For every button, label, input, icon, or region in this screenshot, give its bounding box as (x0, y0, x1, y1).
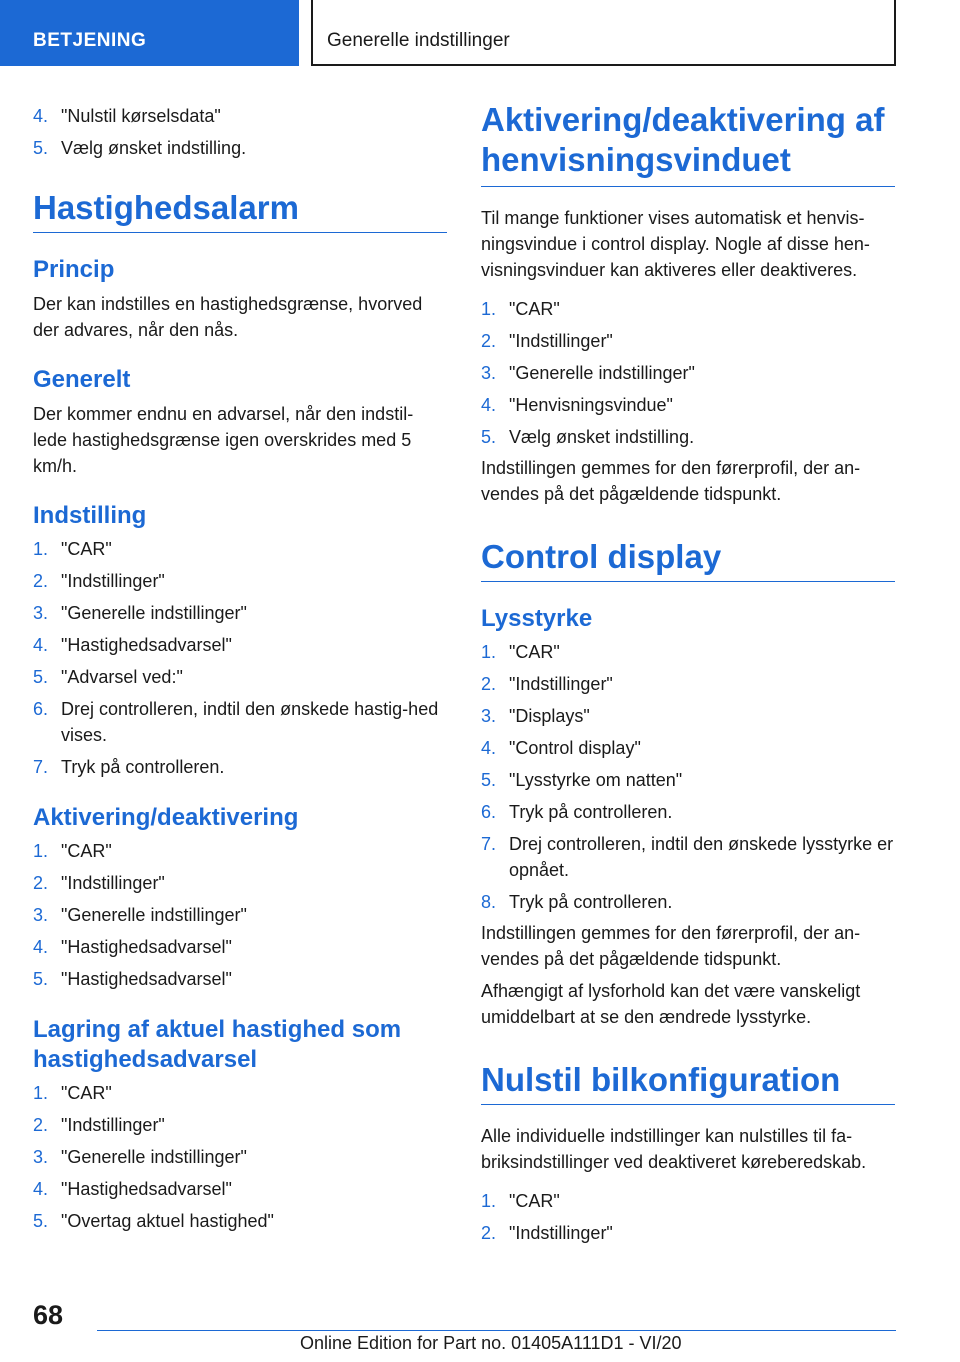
list-item: 4. "Henvisningsvindue" (481, 395, 673, 415)
section-heading-henvisningsvindue: Aktivering/deaktivering af henvisningsvinduet (481, 100, 895, 187)
section-heading-control-display: Control display (481, 537, 895, 582)
lagring-list (33, 1077, 447, 1237)
lysstyrke-list (481, 636, 895, 918)
nulstil-intro: Alle individuelle indstillinger kan nulstilles til fa-briksindstillinger ved deaktiveret køreberedskab. (481, 1126, 867, 1172)
henvisning-list (481, 293, 895, 453)
subheading-lysstyrke: Lysstyrke (481, 605, 593, 632)
list-item: 5. "Hastighedsadvarsel" (33, 969, 232, 989)
list-item: 5. "Advarsel ved:" (33, 667, 183, 687)
edition-info: Online Edition for Part no. 01405A111D1 - VI/20 (300, 1333, 682, 1353)
henvisning-intro: Til mange funktioner vises automatisk et henvis-ningsvindue i control display. Nogle af disse hen-visningsvinduer kan aktiveres eller deaktiveres. (481, 208, 870, 280)
list-item: 2. "Indstillinger" (33, 1115, 165, 1135)
list-item: 6. Tryk på controlleren. (481, 802, 673, 822)
list-item: 1. "CAR" (33, 1083, 112, 1103)
top-continued-list (33, 100, 447, 164)
list-item: 5. "Lysstyrke om natten" (481, 770, 683, 790)
list-item: 4. "Hastighedsadvarsel" (33, 1179, 232, 1199)
page-number: 68 (33, 1300, 64, 1330)
list-item: 2. "Indstillinger" (33, 873, 165, 893)
footer-divider (97, 1330, 896, 1331)
lysstyrke-note-profile: Indstillingen gemmes for den førerprofil, der an-vendes på det pågældende tidspunkt. (481, 923, 861, 969)
list-item: 3. "Generelle indstillinger" (33, 603, 247, 623)
list-item: 2. "Indstillinger" (481, 674, 613, 694)
list-item: 3. "Displays" (481, 706, 590, 726)
list-item: 4. "Nulstil kørselsdata" (33, 106, 221, 126)
henvisning-outro: Indstillingen gemmes for den førerprofil, der an-vendes på det pågældende tidspunkt. (481, 458, 861, 504)
header-chapter-tab: Generelle indstillinger (311, 0, 896, 66)
list-item: 2. "Indstillinger" (33, 571, 165, 591)
subheading-lagring: Lagring af aktuel hastighed som hastighedsadvarsel (33, 1016, 402, 1073)
list-item: 5. Vælg ønsket indstilling. (33, 138, 247, 158)
list-item: 4. "Hastighedsadvarsel" (33, 937, 232, 957)
list-item: 3. "Generelle indstillinger" (33, 905, 247, 925)
generelt-text: Der kommer endnu en advarsel, når den indstil-lede hastighedsgrænse igen overskrides med 5 km/h. (33, 404, 414, 476)
list-item: 6. Drej controlleren, indtil den ønskede hastig-hed vises. (33, 699, 439, 745)
list-item: 1. "CAR" (481, 642, 560, 662)
subheading-princip: Princip (33, 256, 115, 283)
header-section-tab: BETJENING (0, 0, 299, 66)
list-item: 1. "CAR" (33, 539, 112, 559)
list-item: 1. "CAR" (33, 841, 112, 861)
list-item: 1. "CAR" (481, 299, 560, 319)
list-item: 8. Tryk på controlleren. (481, 892, 673, 912)
right-column (481, 100, 895, 1249)
list-item: 4. "Hastighedsadvarsel" (33, 635, 232, 655)
list-item: 5. Vælg ønsket indstilling. (481, 427, 695, 447)
subheading-aktivering: Aktivering/deaktivering (33, 804, 299, 831)
indstilling-list (33, 533, 447, 783)
list-item: 5. "Overtag aktuel hastighed" (33, 1211, 274, 1231)
subheading-generelt: Generelt (33, 366, 131, 393)
section-heading-nulstil: Nulstil bilkonfiguration (481, 1060, 895, 1105)
lysstyrke-note-light: Afhængigt af lysforhold kan det være vanskeligt umiddelbart at se den ændrede lysstyrke. (481, 981, 861, 1027)
list-item: 4. "Control display" (481, 738, 641, 758)
list-item: 1. "CAR" (481, 1191, 560, 1211)
list-item: 3. "Generelle indstillinger" (33, 1147, 247, 1167)
list-item: 7. Drej controlleren, indtil den ønskede lysstyrke er opnået. (481, 834, 894, 880)
section-heading-hastighedsalarm: Hastighedsalarm (33, 188, 447, 233)
list-item: 7. Tryk på controlleren. (33, 757, 225, 777)
left-column (33, 100, 447, 1237)
list-item: 3. "Generelle indstillinger" (481, 363, 695, 383)
aktivering-list (33, 835, 447, 995)
subheading-indstilling: Indstilling (33, 502, 147, 529)
list-item: 2. "Indstillinger" (481, 1223, 613, 1243)
nulstil-list (481, 1185, 895, 1249)
list-item: 2. "Indstillinger" (481, 331, 613, 351)
princip-text: Der kan indstilles en hastighedsgrænse, hvorved der advares, når den nås. (33, 294, 423, 340)
